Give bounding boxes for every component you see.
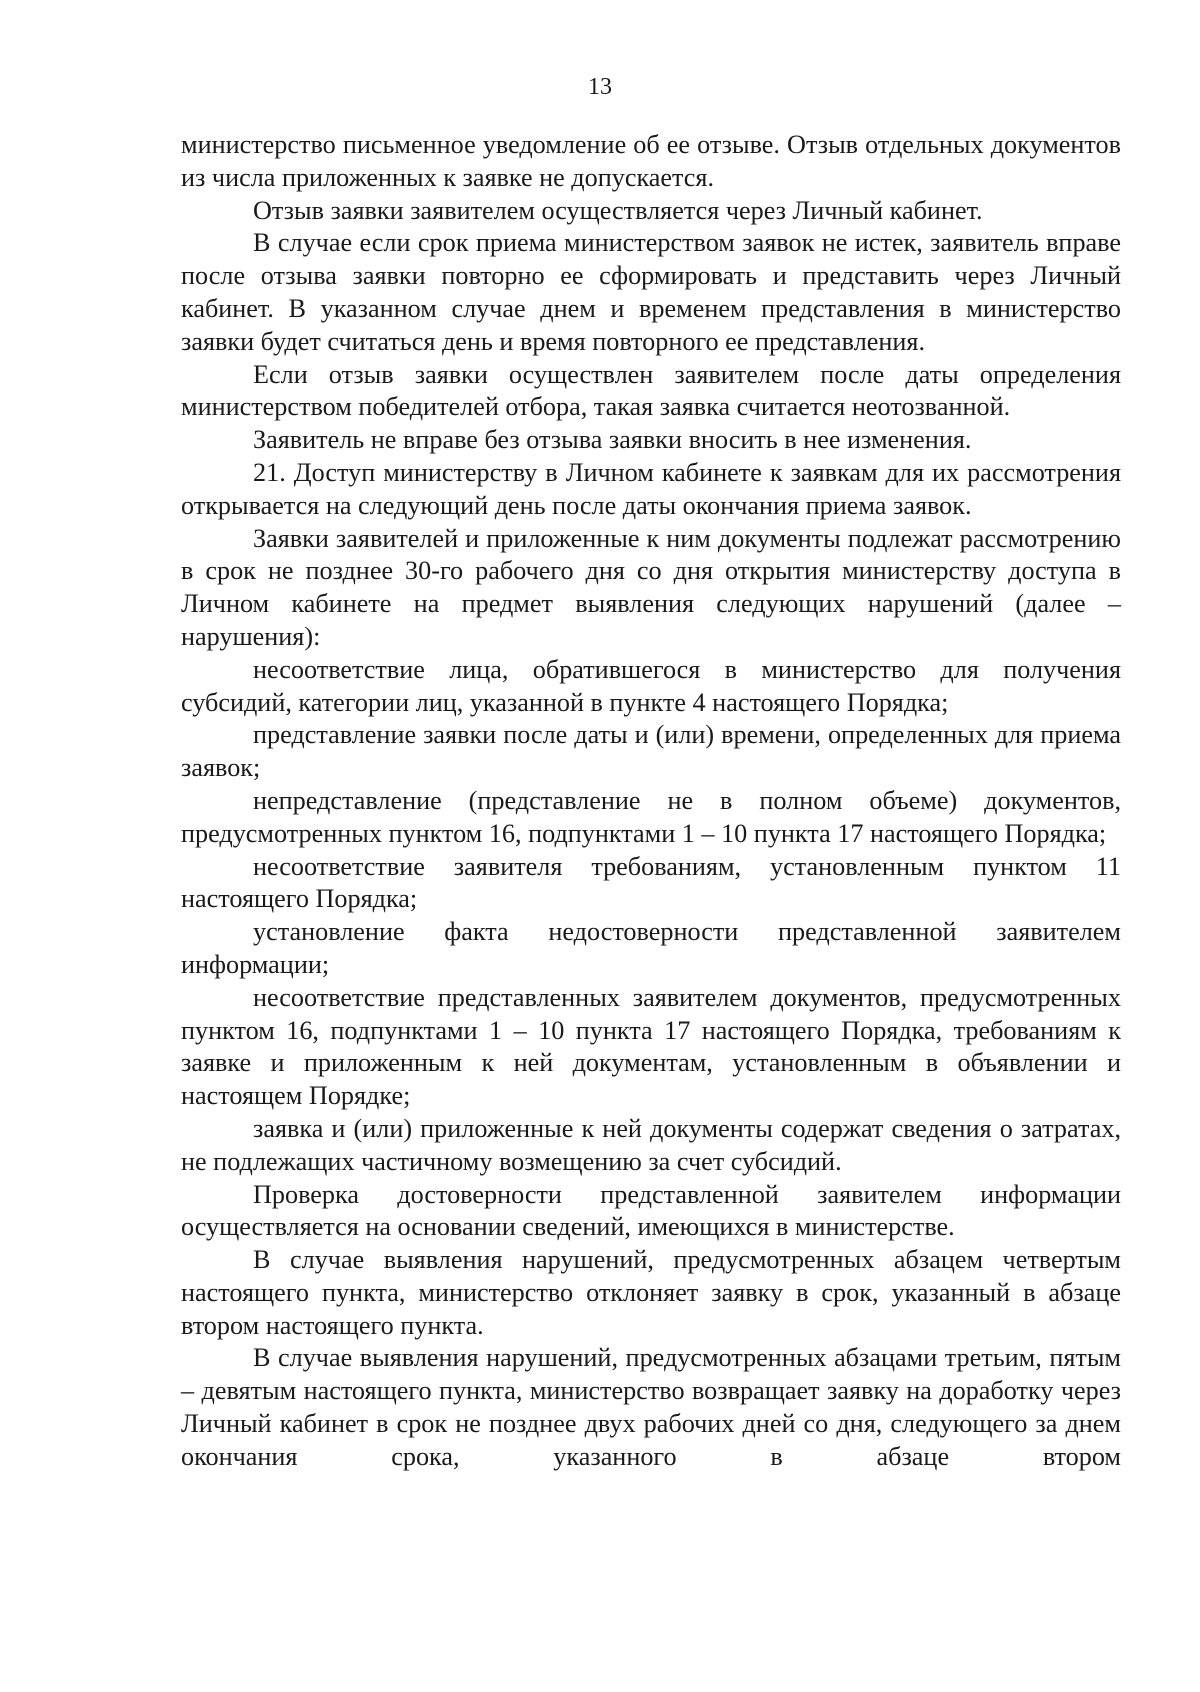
paragraph: несоответствие лица, обратившегося в министерство для получения субсидий, категории лиц, указанной в пункте 4 настоящего Порядка; [181,654,1121,717]
paragraph: несоответствие представленных заявителем документов, предусмотренных пунктом 16, подпунктами 1 – 10 пункта 17 настоящего Порядка, требованиям к заявке и приложенным к ней документам, установленным в объявлении и настоящем Порядке; [181,982,1121,1111]
paragraph: В случае выявления нарушений, предусмотренных абзацем четвертым настоящего пункта, министерство отклоняет заявку в срок, указанный в абзаце втором настоящего пункта. [181,1245,1121,1340]
document-body [181,129,1121,1474]
paragraph: Проверка достоверности представленной заявителем информации осуществляется на основании сведений, имеющихся в министерстве. [181,1179,1121,1242]
paragraph: В случае выявления нарушений, предусмотренных абзацами третьим, пятым – девятым настоящего пункта, министерство возвращает заявку на доработку через Личный кабинет в срок не позднее двух рабочих дней со дня, следующего за днем окончания срока, указанного в абзаце втором [181,1343,1121,1471]
paragraph: министерство письменное уведомление об ее отзыве. Отзыв отдельных документов из числа приложенных к заявке не допускается. [181,130,1121,192]
paragraph: В случае если срок приема министерством заявок не истек, заявитель вправе после отзыва заявки повторно ее сформировать и представить через Личный кабинет. В указанном случае днем и временем представления в министерство заявки будет считаться день и время повторного ее представления. [181,228,1121,356]
paragraph: представление заявки после даты и (или) времени, определенных для приема заявок; [181,720,1121,783]
paragraph: Если отзыв заявки осуществлен заявителем после даты определения министерством победителей отбора, такая заявка считается неотозванной. [181,359,1121,422]
paragraph: заявка и (или) приложенные к ней документы содержат сведения о затратах, не подлежащих частичному возмещению за счет субсидий. [181,1113,1121,1176]
page-number: 13 [588,74,612,100]
paragraph: Отзыв заявки заявителем осуществляется через Личный кабинет. [253,195,983,225]
paragraph: установление факта недостоверности представленной заявителем информации; [181,917,1121,979]
paragraph: непредставление (представление не в полном объеме) документов, предусмотренных пунктом 16, подпунктами 1 – 10 пункта 17 настоящего Порядка; [181,785,1121,848]
paragraph: 21. Доступ министерству в Личном кабинете к заявкам для их рассмотрения открывается на следующий день после даты окончания приема заявок. [181,457,1121,520]
paragraph: Заявитель не вправе без отзыва заявки вносить в нее изменения. [253,425,972,455]
paragraph: Заявки заявителей и приложенные к ним документы подлежат рассмотрению в срок не позднее 30-го рабочего дня со дня открытия министерству доступа в Личном кабинете на предмет выявления следующих нарушений (далее – нарушения): [181,523,1121,651]
paragraph: несоответствие заявителя требованиям, установленным пунктом 11 настоящего Порядка; [181,851,1121,914]
